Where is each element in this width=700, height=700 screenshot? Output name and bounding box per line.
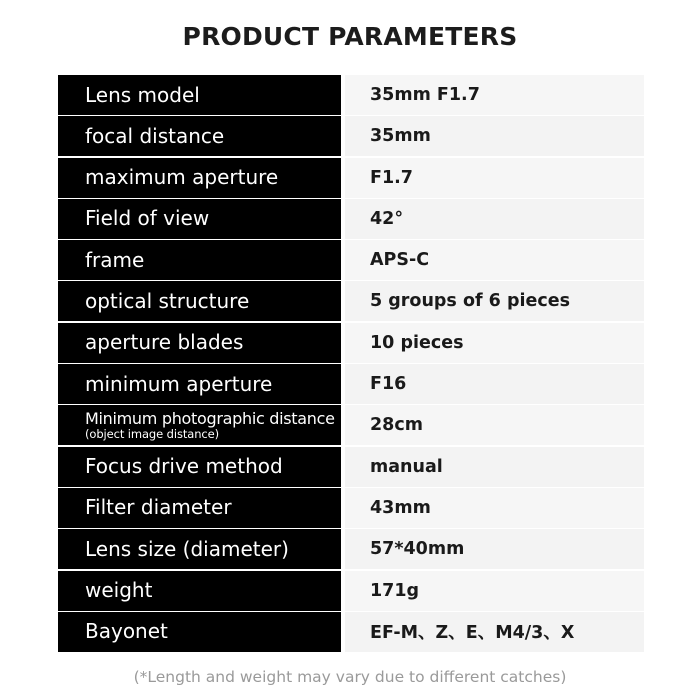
page-title: PRODUCT PARAMETERS <box>182 22 518 51</box>
spec-label <box>58 447 341 487</box>
spec-label <box>58 240 341 280</box>
spec-row-focal-distance <box>58 116 644 156</box>
spec-label-text: focal distance <box>85 123 225 148</box>
spec-label-text: Bayonet <box>85 619 168 644</box>
spec-label-text: Minimum photographic distance <box>85 409 335 429</box>
spec-label-text: frame <box>85 247 145 272</box>
spec-label <box>58 405 341 445</box>
spec-label <box>58 158 341 198</box>
spec-value: 28cm <box>345 405 644 445</box>
spec-label <box>58 612 341 652</box>
spec-row-bayonet <box>58 612 644 652</box>
spec-row-maximum-aperture <box>58 158 644 198</box>
spec-value: F1.7 <box>345 158 644 198</box>
spec-row-filter-diameter <box>58 488 644 528</box>
spec-label <box>58 529 341 569</box>
spec-value: F16 <box>345 364 644 404</box>
spec-label <box>58 323 341 363</box>
spec-label-text: aperture blades <box>85 330 244 355</box>
spec-label-text: Field of view <box>85 206 210 231</box>
spec-label-text: Lens model <box>85 82 200 107</box>
spec-row-aperture-blades <box>58 323 644 363</box>
spec-value: 35mm F1.7 <box>345 75 644 115</box>
spec-row-minimum-aperture <box>58 364 644 404</box>
spec-row-lens-model <box>58 75 644 115</box>
spec-value: 5 groups of 6 pieces <box>345 281 644 321</box>
spec-value: 57*40mm <box>345 529 644 569</box>
spec-value: EF-M、Z、E、M4/3、X <box>345 612 644 652</box>
spec-label-text: maximum aperture <box>85 165 279 190</box>
footnote: (*Length and weight may vary due to different catches) <box>133 668 567 686</box>
spec-label <box>58 281 341 321</box>
spec-label <box>58 75 341 115</box>
spec-row-minimum-photographic-distance <box>58 405 644 445</box>
spec-value: 10 pieces <box>345 323 644 363</box>
spec-label <box>58 199 341 239</box>
spec-label <box>58 116 341 156</box>
spec-row-optical-structure <box>58 281 644 321</box>
spec-row-frame <box>58 240 644 280</box>
spec-label <box>58 571 341 611</box>
spec-label-text: optical structure <box>85 288 250 313</box>
spec-row-field-of-view <box>58 199 644 239</box>
spec-value: 35mm <box>345 116 644 156</box>
spec-label <box>58 488 341 528</box>
spec-value: APS-C <box>345 240 644 280</box>
spec-row-focus-drive-method <box>58 447 644 487</box>
spec-sublabel-text: (object image distance) <box>85 426 219 441</box>
spec-value: manual <box>345 447 644 487</box>
spec-label <box>58 364 341 404</box>
spec-label-text: Lens size (diameter) <box>85 536 289 561</box>
spec-label-text: minimum aperture <box>85 371 273 396</box>
spec-value: 171g <box>345 571 644 611</box>
spec-value: 43mm <box>345 488 644 528</box>
spec-label-text: Filter diameter <box>85 495 232 520</box>
spec-label-text: weight <box>85 578 153 603</box>
spec-value: 42° <box>345 199 644 239</box>
spec-table <box>58 75 644 653</box>
spec-label-text: Focus drive method <box>85 454 283 479</box>
spec-row-weight <box>58 571 644 611</box>
spec-row-lens-size <box>58 529 644 569</box>
